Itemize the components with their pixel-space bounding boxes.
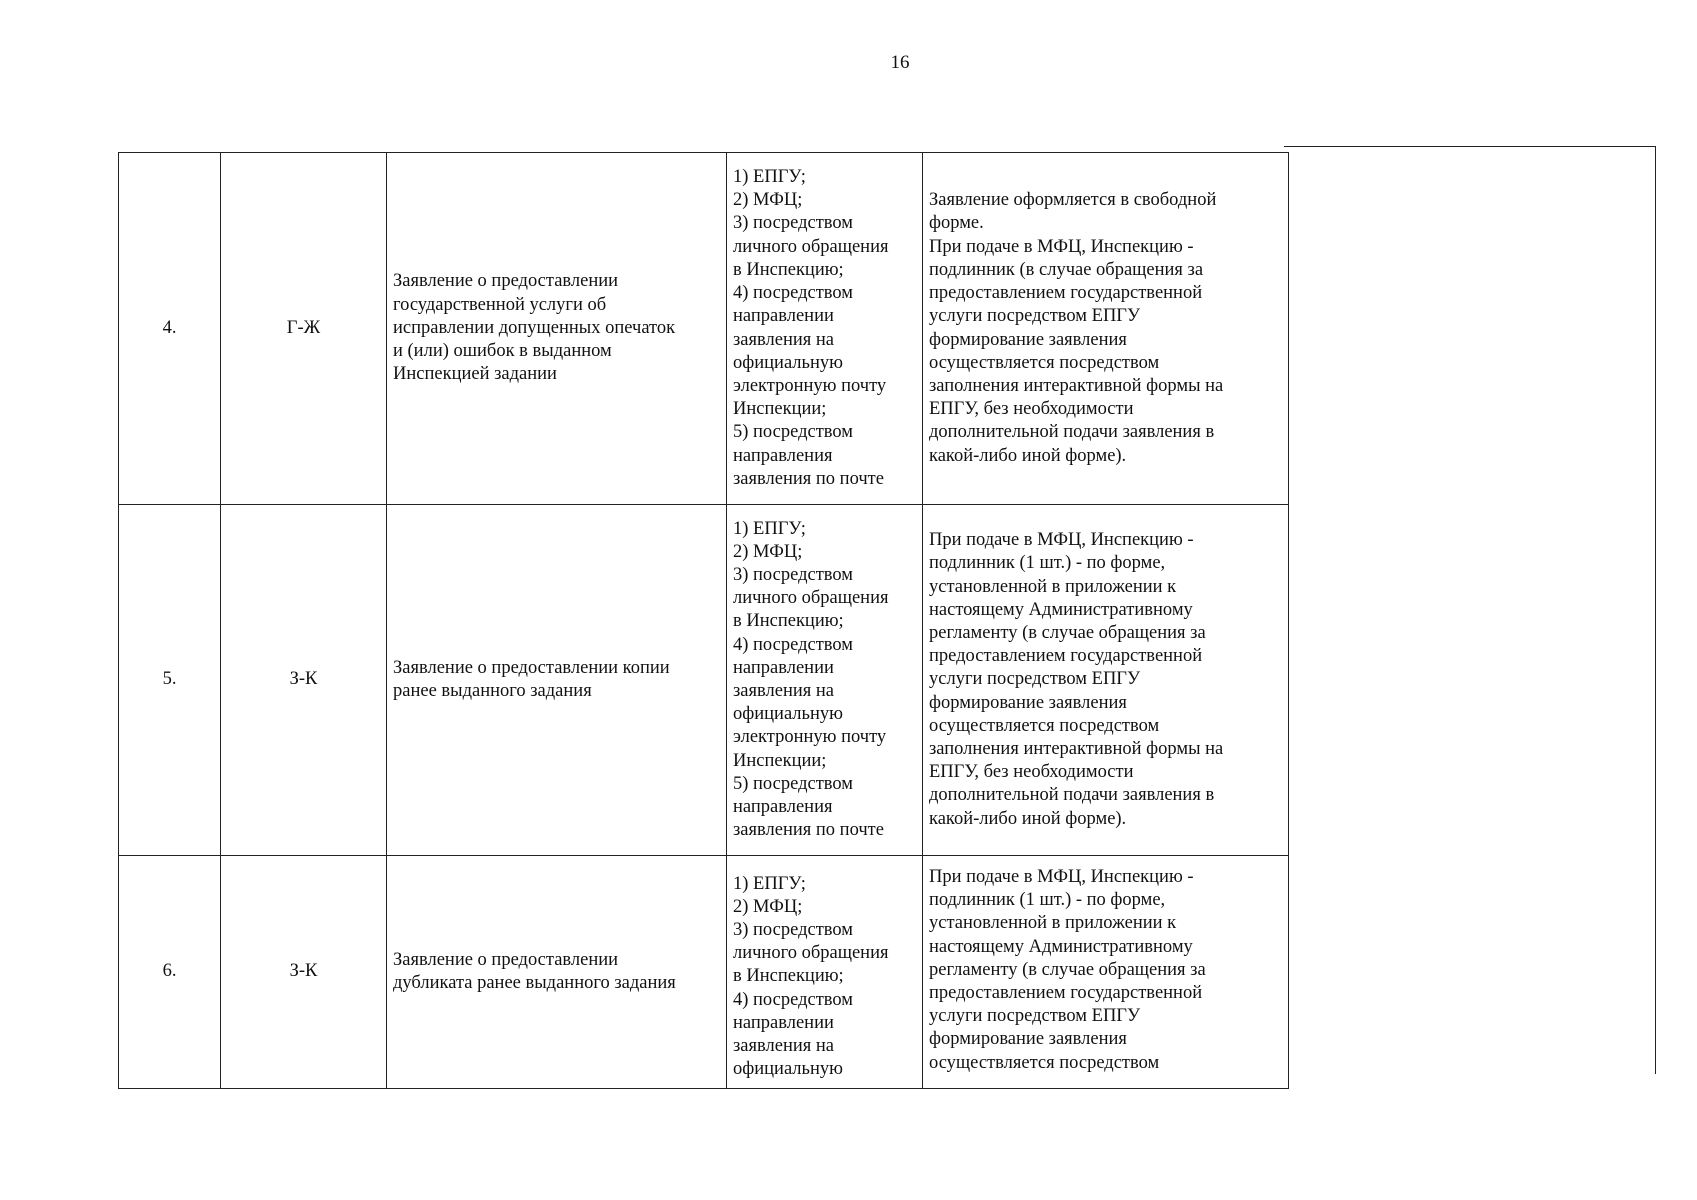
document-description bbox=[387, 856, 727, 1089]
cell-text-line: регламенту (в случае обращения за bbox=[929, 959, 1206, 980]
cell-text-line: подлинник (1 шт.) - по форме, bbox=[929, 553, 1166, 574]
cell-text-line: какой-либо иной форме). bbox=[929, 445, 1127, 466]
cell-text-line: При подаче в МФЦ, Инспекцию - bbox=[929, 867, 1194, 887]
cell-text-line: личного обращения bbox=[733, 943, 889, 964]
cell-text-line: дополнительной подачи заявления в bbox=[929, 422, 1215, 443]
cell-text-line: 1) ЕПГУ; bbox=[733, 518, 806, 539]
cell-text-line: регламенту (в случае обращения за bbox=[929, 622, 1206, 643]
cell-text-line: Заявление о предоставлении bbox=[393, 949, 619, 970]
cell-text-line: заявления по почте bbox=[733, 820, 884, 841]
row-number: 5. bbox=[119, 505, 221, 856]
cell-text-line: 2) МФЦ; bbox=[733, 896, 803, 917]
cell-text-line: подлинник (1 шт.) - по форме, bbox=[929, 890, 1166, 911]
cell-text-line: 5) посредством bbox=[733, 422, 853, 443]
cell-text-line: направления bbox=[733, 445, 833, 466]
cell-text-line: дополнительной подачи заявления в bbox=[929, 785, 1215, 806]
cell-text-line: 5) посредством bbox=[733, 773, 853, 794]
submission-methods-table bbox=[118, 152, 1289, 1089]
row-number: 4. bbox=[119, 153, 221, 505]
cell-text-line: какой-либо иной форме). bbox=[929, 808, 1127, 829]
submission-requirements bbox=[923, 505, 1289, 856]
cell-text-line: предоставлением государственной bbox=[929, 283, 1203, 304]
cell-text-line: предоставлением государственной bbox=[929, 983, 1203, 1004]
cell-text-line: формирование заявления bbox=[929, 329, 1127, 350]
cell-text-line: заявления по почте bbox=[733, 468, 884, 489]
cell-text-line: государственной услуги об bbox=[393, 294, 607, 315]
cell-text-line: 3) посредством bbox=[733, 564, 853, 585]
submission-requirements bbox=[923, 153, 1289, 505]
cell-text-line: При подаче в МФЦ, Инспекцию - bbox=[929, 236, 1194, 257]
cell-text-line: услуги посредством ЕПГУ bbox=[929, 669, 1141, 690]
right-table-frame bbox=[1284, 146, 1656, 1074]
cell-text-line: форме. bbox=[929, 213, 984, 234]
cell-text-line: осуществляется посредством bbox=[929, 1052, 1160, 1073]
table-row bbox=[119, 856, 1289, 1089]
cell-text-line: предоставлением государственной bbox=[929, 646, 1203, 667]
cell-text-line: заполнения интерактивной формы на bbox=[929, 739, 1224, 759]
form-code: З-К bbox=[221, 505, 387, 856]
cell-text-line: электронную почту bbox=[733, 727, 887, 748]
cell-text-line: установленной в приложении к bbox=[929, 913, 1177, 934]
cell-text-line: направлении bbox=[733, 1012, 834, 1033]
cell-text-line: 2) МФЦ; bbox=[733, 541, 803, 562]
cell-text-line: 4) посредством bbox=[733, 634, 853, 655]
cell-text-line: направлении bbox=[733, 657, 834, 678]
cell-text-line: осуществляется посредством bbox=[929, 352, 1160, 373]
cell-text-line: услуги посредством ЕПГУ bbox=[929, 1006, 1141, 1027]
cell-text-line: подлинник (в случае обращения за bbox=[929, 259, 1204, 280]
cell-text-line: ЕПГУ, без необходимости bbox=[929, 399, 1134, 420]
cell-text-line: установленной в приложении к bbox=[929, 576, 1177, 597]
cell-text-line: услуги посредством ЕПГУ bbox=[929, 306, 1141, 327]
cell-text-line: осуществляется посредством bbox=[929, 715, 1160, 736]
cell-text-line: настоящему Административному bbox=[929, 936, 1193, 957]
cell-text-line: При подаче в МФЦ, Инспекцию - bbox=[929, 530, 1194, 551]
submission-ways bbox=[727, 505, 923, 856]
submission-ways bbox=[727, 856, 923, 1089]
cell-text-line: заполнения интерактивной формы на bbox=[929, 375, 1224, 396]
cell-text-line: в Инспекцию; bbox=[733, 611, 844, 632]
cell-text-line: личного обращения bbox=[733, 236, 889, 257]
submission-ways bbox=[727, 153, 923, 505]
cell-text-line: дубликата ранее выданного задания bbox=[393, 973, 676, 993]
cell-text-line: 4) посредством bbox=[733, 283, 853, 304]
cell-text-line: официальную bbox=[733, 1059, 843, 1080]
form-code: З-К bbox=[221, 856, 387, 1089]
cell-text-line: Заявление оформляется в свободной bbox=[929, 190, 1217, 211]
document-description bbox=[387, 153, 727, 505]
cell-text-line: 4) посредством bbox=[733, 989, 853, 1010]
cell-text-line: Инспекции; bbox=[733, 399, 827, 420]
cell-text-line: 2) МФЦ; bbox=[733, 190, 803, 211]
cell-text-line: Инспекции; bbox=[733, 750, 827, 771]
table-row bbox=[119, 153, 1289, 505]
cell-text-line: официальную bbox=[733, 704, 843, 725]
cell-text-line: 1) ЕПГУ; bbox=[733, 873, 806, 894]
row-number: 6. bbox=[119, 856, 221, 1089]
cell-text-line: личного обращения bbox=[733, 588, 889, 609]
cell-text-line: 1) ЕПГУ; bbox=[733, 167, 806, 188]
page-number: 16 bbox=[890, 52, 910, 73]
cell-text-line: и (или) ошибок в выданном bbox=[393, 341, 612, 362]
cell-text-line: заявления на bbox=[733, 1036, 835, 1056]
cell-text-line: заявления на bbox=[733, 681, 835, 701]
cell-text-line: 3) посредством bbox=[733, 919, 853, 940]
cell-text-line: ранее выданного задания bbox=[393, 681, 592, 701]
cell-text-line: формирование заявления bbox=[929, 692, 1127, 713]
submission-requirements bbox=[923, 856, 1289, 1089]
cell-text-line: формирование заявления bbox=[929, 1029, 1127, 1050]
cell-text-line: Заявление о предоставлении копии bbox=[393, 657, 670, 678]
cell-text-line: настоящему Административному bbox=[929, 599, 1193, 620]
cell-text-line: официальную bbox=[733, 352, 843, 373]
table-row bbox=[119, 505, 1289, 856]
cell-text-line: в Инспекцию; bbox=[733, 259, 844, 280]
cell-text-line: исправлении допущенных опечаток bbox=[393, 317, 676, 338]
cell-text-line: 3) посредством bbox=[733, 213, 853, 234]
cell-text-line: ЕПГУ, без необходимости bbox=[929, 762, 1134, 783]
cell-text-line: Инспекцией задании bbox=[393, 364, 557, 385]
form-code: Г-Ж bbox=[221, 153, 387, 505]
document-description bbox=[387, 505, 727, 856]
cell-text-line: в Инспекцию; bbox=[733, 966, 844, 987]
cell-text-line: электронную почту bbox=[733, 375, 887, 396]
cell-text-line: Заявление о предоставлении bbox=[393, 271, 619, 292]
cell-text-line: заявления на bbox=[733, 329, 835, 350]
cell-text-line: направления bbox=[733, 797, 833, 818]
cell-text-line: направлении bbox=[733, 306, 834, 327]
